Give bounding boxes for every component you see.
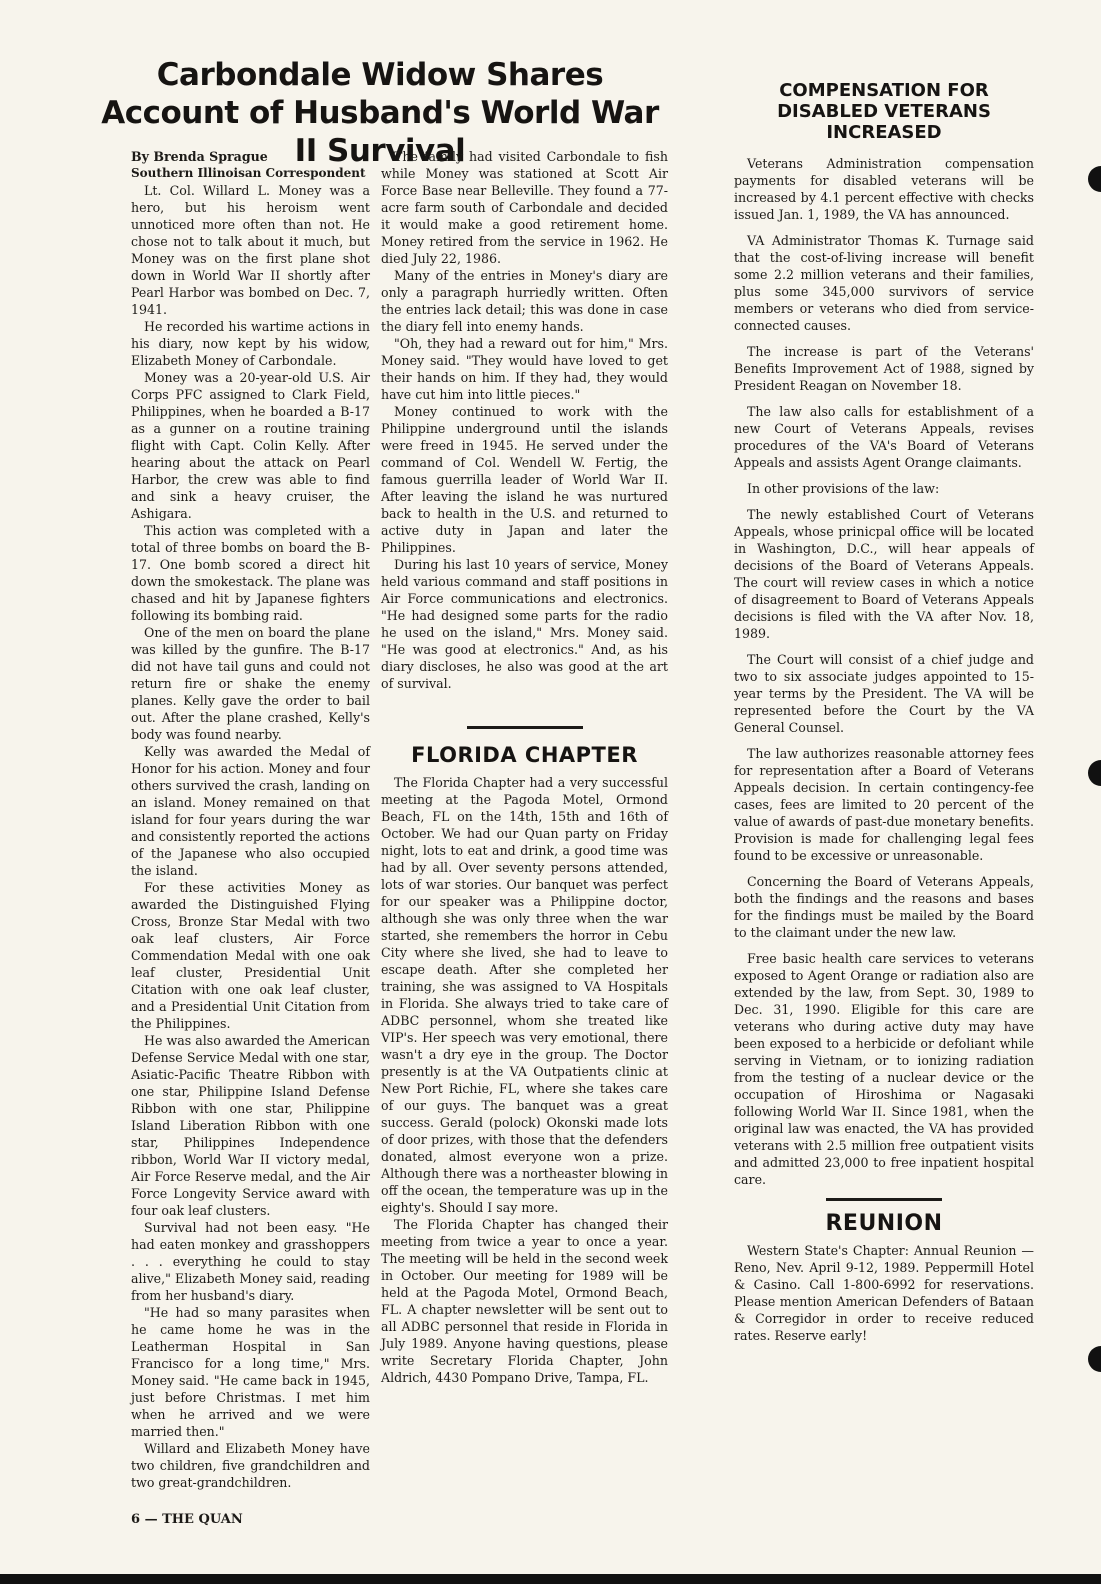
section-divider [467,726,583,729]
compensation-paragraph: Veterans Administration compensation payments for disabled veterans will be increased by 4.1 percent effective with checks issued Jan. 1, 1989, the VA has announced. [734,156,1034,222]
article-paragraph: For these activities Money as awarded the Distinguished Flying Cross, Bronze Star Medal with two oak leaf clusters, Air Force Commendation Medal with one oak leaf cluster, Presidential Unit Citation with one oak leaf cluster, and a Presidential Unit Citation from the Philippines. [131,880,370,1031]
article-paragraph: Many of the entries in Money's diary are only a paragraph hurriedly written. Often the entries lack detail; this was done in case the diary fell into enemy hands. [381,268,668,334]
article-paragraph: This action was completed with a total of three bombs on board the B-17. One bomb scored a direct hit down the smokestack. The plane was chased and hit by Japanese fighters following its bombing raid. [131,523,370,623]
compensation-paragraph: The increase is part of the Veterans' Benefits Improvement Act of 1988, signed by President Reagan on November 18. [734,344,1034,393]
article-paragraph: Survival had not been easy. "He had eaten monkey and grasshoppers . . . everything he could to stay alive," Elizabeth Money said, reading from her husband's diary. [131,1220,370,1303]
binder-hole-mark [1088,1346,1101,1372]
article-paragraph: The family had visited Carbondale to fish while Money was stationed at Scott Air Force Base near Belleville. They found a 77-acre farm south of Carbondale and decided it would make a good retirement home. Money retired from the service in 1962. He died July 22, 1986. [381,149,668,266]
reunion-heading: REUNION [825,1211,943,1236]
florida-chapter-heading: FLORIDA CHAPTER [411,743,638,767]
compensation-column [734,80,1034,1353]
compensation-paragraph: In other provisions of the law: [747,481,940,496]
article-paragraph: "Oh, they had a reward out for him," Mrs. Money said. "They would have loved to get their hands on him. If they had, they would have cut him into little pieces." [381,336,668,402]
binder-hole-mark [1088,760,1101,786]
compensation-paragraph: The newly established Court of Veterans Appeals, whose prinicpal office will be located in Washington, D.C., will hear appeals of decisions of the Board of Veterans Appeals. The court will review cases in which a notice of disagreement to Board of Veterans Appeals decisions is filed with the VA after Nov. 18, 1989. [734,507,1034,641]
compensation-paragraph: VA Administrator Thomas K. Turnage said that the cost-of-living increase will benefit some 2.2 million veterans and their families, plus some 345,000 survivors of service members or veterans who died from service-connected causes. [734,233,1034,333]
article-paragraph: Kelly was awarded the Medal of Honor for his action. Money and four others survived the crash, landing on an island. Money remained on that island for four years during the war and consistently reported the actions of the Japanese who also occupied the island. [131,744,370,878]
binder-hole-mark [1088,166,1101,192]
scan-edge-bar [0,1574,1101,1584]
compensation-paragraph: The law authorizes reasonable attorney fees for representation after a Board of Veterans Appeals decision. In certain contingency-fee cases, fees are limited to 20 percent of the value of awards of past-due monetary benefits. Provision is made for challenging legal fees found to be excessive or unreasonable. [734,746,1034,863]
compensation-paragraph: Concerning the Board of Veterans Appeals, both the findings and the reasons and bases for the findings must be mailed by the Board to the claimant under the new law. [734,874,1034,940]
article-paragraph: He recorded his wartime actions in his diary, now kept by his widow, Elizabeth Money of Carbondale. [131,319,370,368]
article-paragraph: He was also awarded the American Defense Service Medal with one star, Asiatic-Pacific Theatre Ribbon with one star, Philippine Island Defense Ribbon with one star, Philippine Island Liberation Ribbon with one star, Philippines Independence ribbon, World War II victory medal, Air Force Reserve medal, and the Air Force Longevity Service award with four oak leaf clusters. [131,1033,371,1218]
article-paragraph: During his last 10 years of service, Money held various command and staff positions in Air Force communications and electronics. "He had designed some parts for the radio he used on the island," Mrs. Money said. "He was good at electronics." And, as his diary discloses, he also was good at the art of survival. [381,557,668,691]
article-paragraph: Willard and Elizabeth Money have two children, five grandchildren and two great-grandchildren. [131,1441,370,1490]
florida-paragraph: The Florida Chapter had a very successful meeting at the Pagoda Motel, Ormond Beach, FL on the 14th, 15th and 16th of October. We had our Quan party on Friday night, lots to eat and drink, a good time was had by all. Over seventy persons attended, lots of war stories. Our banquet was perfect for our speaker was a Philippine doctor, although she was only three when the war started, she remembers the horror in Cebu City where she lived, she had to leave to escape death. After she completed her training, she was assigned to VA Hospitals in Florida. She always tried to take care of ADBC personnel, whom she treated like VIP's. Her speech was very emotional, there wasn't a dry eye in the group. The Doctor presently is at the VA Outpatients clinic at New Port Richie, FL, where she takes care of our guys. The banquet was a great success. Gerald (polock) Okonski made lots of door prizes, with those that the defenders donated, almost everyone won a prize. Although there was a northeaster blowing in off the ocean, the temperature was up in the eighty's. Should I say more. [381,775,668,1215]
article-paragraph: "He had so many parasites when he came home he was in the Leatherman Hospital in San Francisco for a long time," Mrs. Money said. "He came back in 1945, just before Christmas. I met him when he arrived and we were married then." [131,1305,370,1439]
page-footer: 6 — THE QUAN [131,1512,243,1527]
article-paragraph: One of the men on board the plane was killed by the gunfire. The B-17 did not have tail guns and could not return fire or shake the enemy planes. Kelly gave the order to bail out. After the plane crashed, Kelly's body was found nearby. [131,625,370,742]
article-column-2 [381,148,668,1386]
byline-affiliation: Southern Illinoisan Correspondent [131,166,366,180]
florida-paragraph: The Florida Chapter has changed their meeting from twice a year to once a year. The meeting will be held in the second week in October. Our meeting for 1989 will be held at the Pagoda Motel, Ormond Beach, FL. A chapter newsletter will be sent out to all ADBC personnel that reside in Florida in July 1989. Anyone having questions, please write Secretary Florida Chapter, John Aldrich, 4430 Pompano Drive, Tampa, FL. [381,1217,668,1385]
article-paragraph: Money continued to work with the Philippine underground until the islands were freed in 1945. He served under the command of Col. Wendell W. Fertig, the famous guerrilla leader of World War II. After leaving the island he was nurtured back to health in the U.S. and returned to active duty in Japan and later the Philippines. [381,404,668,555]
section-divider [826,1198,942,1201]
compensation-paragraph: The law also calls for establishment of a new Court of Veterans Appeals, revises procedures of the VA's Board of Veterans Appeals and assists Agent Orange claimants. [734,404,1034,470]
compensation-heading: COMPENSATION FOR DISABLED VETERANS INCREASED [777,80,991,143]
article-paragraph: Lt. Col. Willard L. Money was a hero, but his heroism went unnoticed more often than not. He chose not to talk about it much, but Money was on the first plane shot down in World War II shortly after Pearl Harbor was bombed on Dec. 7, 1941. [131,183,370,317]
byline-author: By Brenda Sprague [131,149,268,164]
compensation-paragraph: Free basic health care services to veterans exposed to Agent Orange or radiation also are extended by the law, from Sept. 30, 1989 to Dec. 31, 1990. Eligible for this care are veterans who during active duty may have been exposed to a herbicide or defoliant while serving in Vietnam, or to ionizing radiation from the testing of a nuclear device or the occupation of Hiroshima or Nagasaki following World War II. Since 1981, when the original law was enacted, the VA has provided veterans with 2.5 million free outpatient visits and admitted 23,000 to free inpatient hospital care. [734,951,1034,1187]
article-headline: Carbondale Widow Shares Account of Husband's World War II Survival [101,57,659,169]
reunion-paragraph: Western State's Chapter: Annual Reunion — Reno, Nev. April 9-12, 1989. Peppermill Hotel & Casino. Call 1-800-6992 for reservations. Please mention American Defenders of Bataan & Corregidor in order to receive reduced rates. Reserve early! [734,1243,1034,1343]
article-column-1 [131,148,370,1491]
compensation-paragraph: The Court will consist of a chief judge and two to six associate judges appointed to 15-year terms by the President. The VA will be represented before the Court by the VA General Counsel. [734,652,1034,735]
article-paragraph: Money was a 20-year-old U.S. Air Corps PFC assigned to Clark Field, Philippines, when he boarded a B-17 as a gunner on a routine training flight with Capt. Colin Kelly. After hearing about the attack on Pearl Harbor, the crew was able to find and sink a heavy cruiser, the Ashigara. [131,370,370,521]
